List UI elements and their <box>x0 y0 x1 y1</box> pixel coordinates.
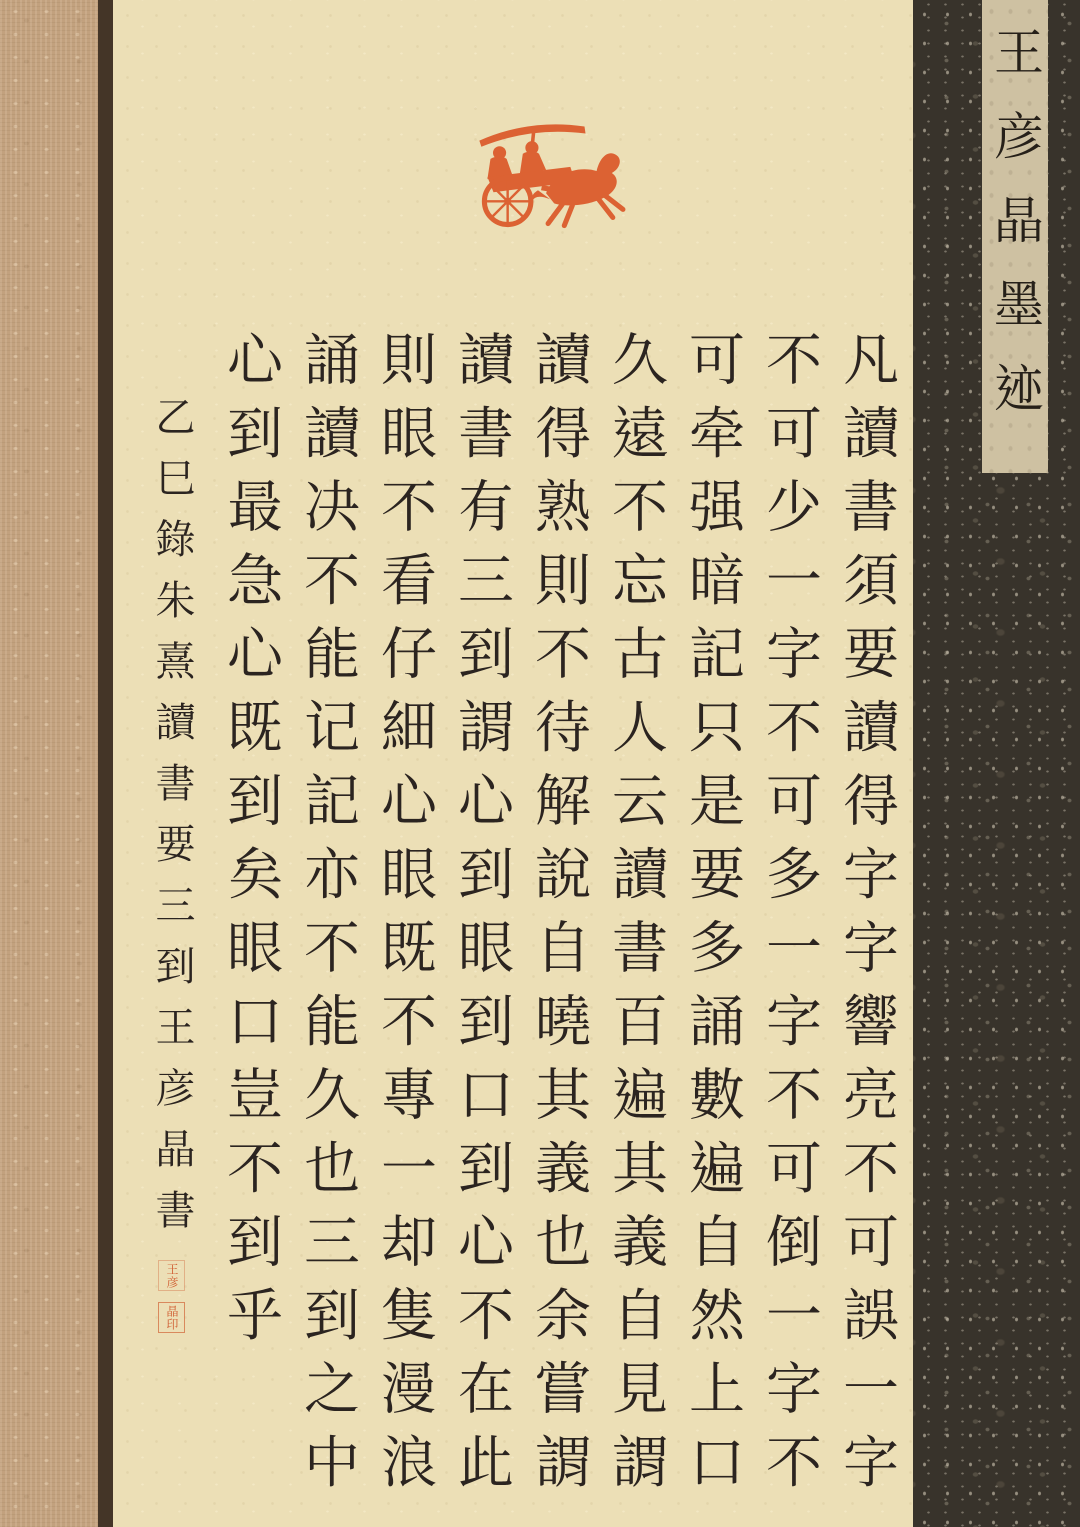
signature-column: 乙巳錄朱熹讀書要三到王彦晶書 <box>149 396 195 1250</box>
chariot-wheel <box>484 178 531 225</box>
text-column-4: 久遠不忘古人云讀書百遍其義自見謂 <box>603 330 668 1506</box>
title-label-band <box>982 0 1048 473</box>
mount-divider-strip <box>98 0 113 1527</box>
paper-sheet <box>113 0 913 1527</box>
text-column-1: 凡讀書須要讀得字字響亮不可誤一字 <box>834 330 899 1506</box>
artist-seal-upper: 王彦 <box>158 1260 185 1291</box>
artist-seal-lower: 晶印 <box>158 1302 185 1333</box>
calligraphy-text-block <box>130 330 905 1527</box>
silk-mount-border <box>0 0 98 1527</box>
text-column-2: 不可少一字不可多一字不可倒一字不 <box>757 330 822 1506</box>
text-column-9: 心到最急心既到矣眼口豈不到乎 <box>218 330 283 1359</box>
horse-chariot-illustration <box>449 116 629 230</box>
dark-rubbing-panel <box>913 0 1080 1527</box>
text-column-6: 讀書有三到謂心到眼到口到心不在此 <box>449 330 514 1506</box>
text-column-7: 則眼不看仔細心眼既不專一却隻漫浪 <box>372 330 437 1506</box>
text-column-3: 可牵强暗記只是要多誦數遍自然上口 <box>680 330 745 1506</box>
title-seal-script-text: 王彦晶墨迹 <box>986 26 1044 446</box>
text-column-8: 誦讀决不能记記亦不能久也三到之中 <box>295 330 360 1506</box>
text-column-5: 讀得熟則不待解說自曉其義也余嘗謂 <box>526 330 591 1506</box>
